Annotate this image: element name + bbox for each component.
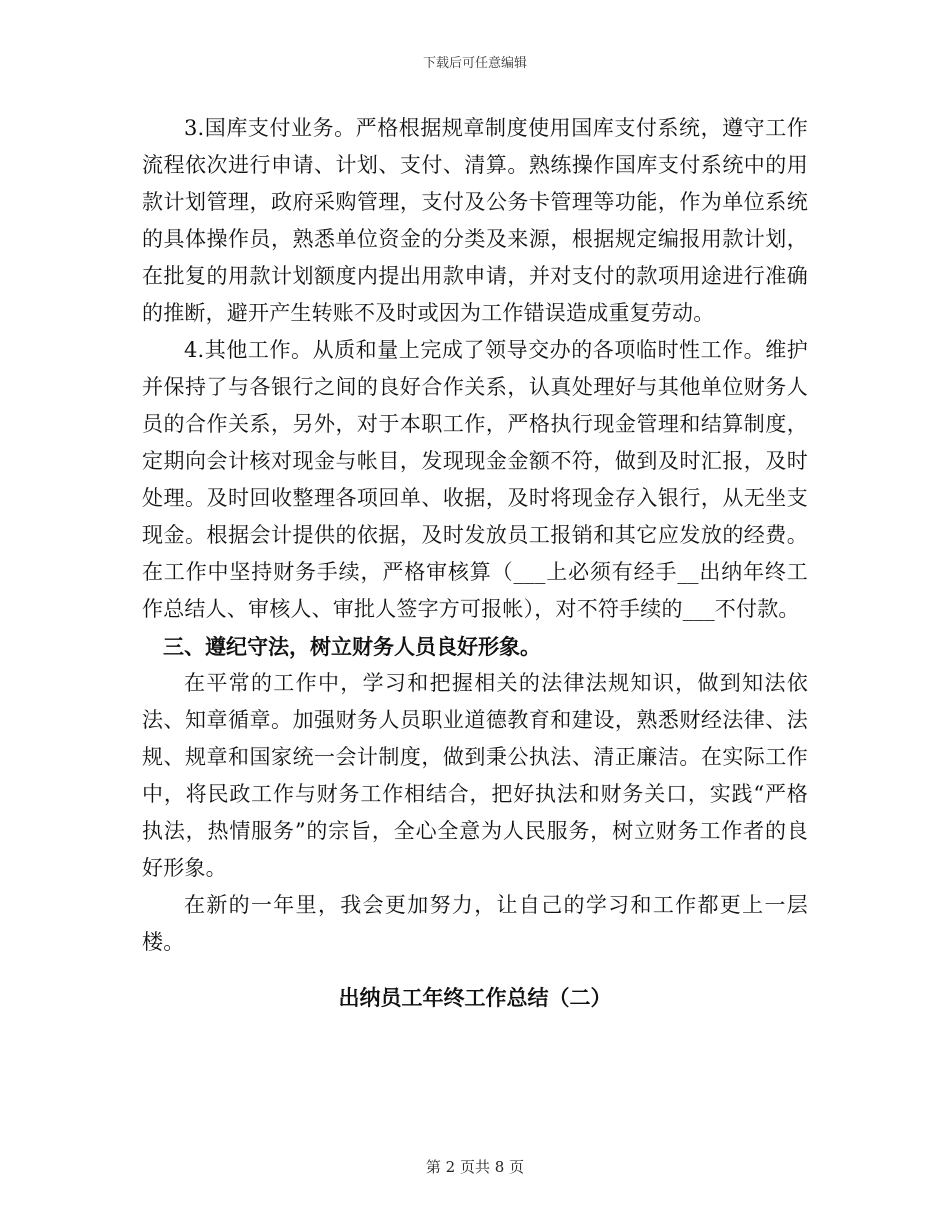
section-heading-law: 三、遵纪守法，树立财务人员良好形象。 bbox=[163, 634, 541, 659]
document-body bbox=[142, 110, 808, 1016]
page-footer: 第 2 页共 8 页 bbox=[425, 1158, 525, 1176]
paragraph-law-compliance: 在平常的工作中，学习和把握相关的法律法规知识，做到知法依法、知章循章。加强财务人员职业道德教育和建设，熟悉财经法律、法规、规章和国家统一会计制度，做到秉公执法、清正廉洁。在实际工作中，将民政工作与财务工作相结合，把好执法和财务关口，实践“严格执法，热情服务”的宗旨，全心全意为人民服务，树立财务工作者的良好形象。 bbox=[142, 671, 808, 880]
paragraph-new-year: 在新的一年里，我会更加努力，让自己的学习和工作都更上一层楼。 bbox=[142, 893, 808, 954]
page-header: 下载后可任意编辑 bbox=[422, 56, 527, 71]
paragraph-other-work: 4.其他工作。从质和量上完成了领导交办的各项临时性工作。维护并保持了与各银行之间的良好合作关系，认真处理好与其他单位财务人员的合作关系，另外，对于本职工作，严格执行现金管理和结算制度，定期向会计核对现金与帐目，发现现金金额不符，做到及时汇报，及时处理。及时回收整理各项回单、收据，及时将现金存入银行，从无坐支现金。根据会计提供的依据，及时发放员工报销和其它应发放的经费。在工作中坚持财务手续，严格审核算（___上必须有经手__出纳年终工作总结人、审核人、审批人签字方可报帐），对不符手续的___不付款。 bbox=[142, 338, 808, 621]
section-title-part-two: 出纳员工年终工作总结（二） bbox=[338, 985, 612, 1010]
paragraph-treasury-payment: 3.国库支付业务。严格根据规章制度使用国库支付系统，遵守工作流程依次进行申请、计划、支付、清算。熟练操作国库支付系统中的用款计划管理，政府采购管理，支付及公务卡管理等功能，作为单位系统的具体操作员，熟悉单位资金的分类及来源，根据规定编报用款计划，在批复的用款计划额度内提出用款申请，并对支付的款项用途进行准确的推断，避开产生转账不及时或因为工作错误造成重复劳动。 bbox=[142, 116, 808, 325]
